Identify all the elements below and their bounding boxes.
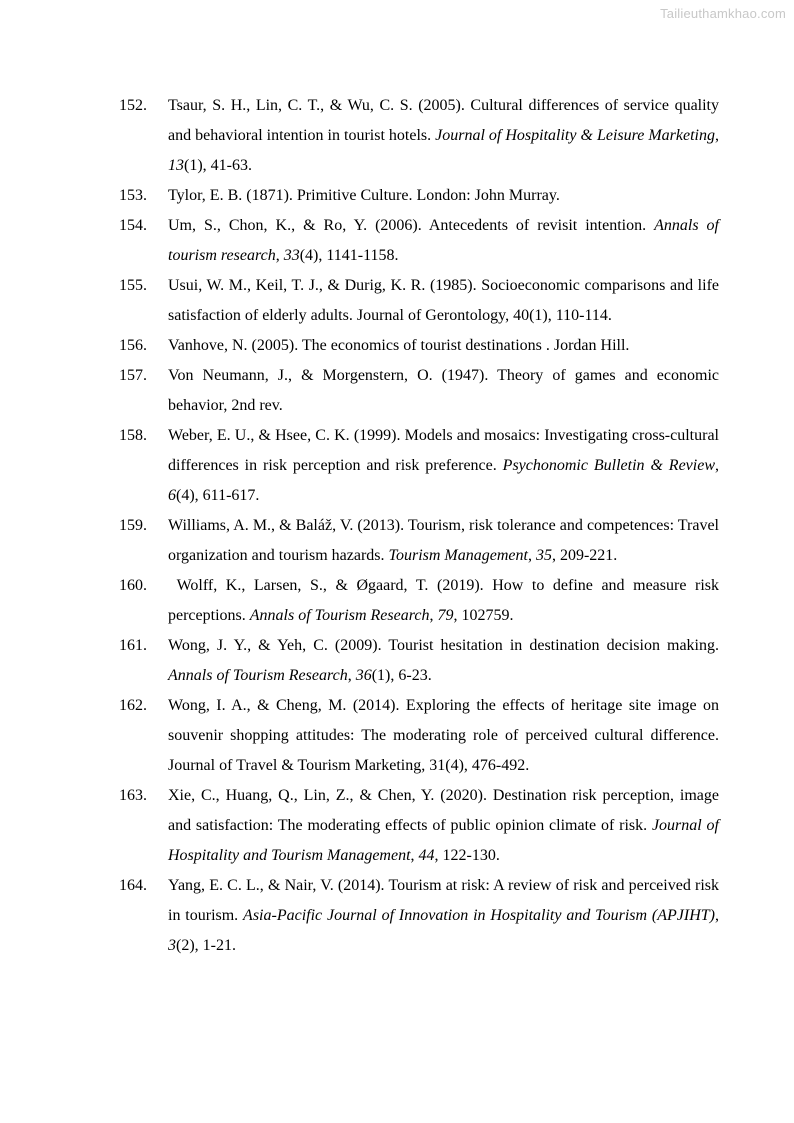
reference-italic-segment: 13 — [168, 157, 184, 174]
reference-segment: (2), 1-21. — [176, 937, 236, 954]
reference-item — [0, 211, 794, 271]
reference-number: 158. — [119, 427, 147, 444]
reference-segment: Tsaur, S. H., Lin, C. T., & Wu, C. S. (2005). Cultural differences of service quality and behavioral intention in tourist hotels. — [168, 97, 719, 144]
reference-item — [0, 331, 794, 361]
reference-segment: , — [715, 457, 719, 474]
reference-segment: , — [347, 667, 356, 684]
reference-number: 161. — [119, 637, 147, 654]
reference-item — [0, 691, 794, 781]
reference-list — [0, 91, 794, 961]
reference-segment: Tylor, E. B. (1871). Primitive Culture. London: John Murray. — [168, 187, 560, 204]
reference-segment: Williams, A. M., & Baláž, V. (2013). Tourism, risk tolerance and competences: Travel organization and tourism hazards. — [168, 517, 719, 564]
reference-segment: Weber, E. U., & Hsee, C. K. (1999). Models and mosaics: Investigating cross-cultural differences in risk perception and risk preference. — [168, 427, 719, 474]
reference-segment: (1), 6-23. — [371, 667, 432, 684]
reference-number: 164. — [119, 877, 147, 894]
reference-text — [168, 511, 719, 571]
reference-text — [168, 331, 719, 361]
reference-text — [168, 781, 719, 871]
reference-italic-segment: Annals of Tourism Research — [168, 667, 348, 684]
reference-item — [0, 181, 794, 211]
reference-number: 156. — [119, 337, 147, 354]
reference-number: 162. — [119, 697, 147, 714]
reference-text — [168, 871, 719, 961]
reference-segment: Von Neumann, J., & Morgenstern, O. (1947). Theory of games and economic behavior, 2nd rev. — [168, 367, 719, 414]
reference-segment: , — [715, 907, 719, 924]
reference-text — [168, 361, 719, 421]
watermark: Tailieuthamkhao.com — [660, 6, 786, 21]
reference-segment: , 209-221. — [551, 547, 618, 564]
reference-segment: (4), 1141-1158. — [299, 247, 399, 264]
reference-number: 157. — [119, 367, 147, 384]
reference-number: 152. — [119, 97, 147, 114]
reference-segment: Xie, C., Huang, Q., Lin, Z., & Chen, Y. (2020). Destination risk perception, image and satisfaction: The moderating effects of public opinion climate of risk. — [168, 787, 719, 834]
reference-italic-segment: 79 — [437, 607, 454, 624]
reference-text — [168, 691, 719, 781]
reference-segment: Vanhove, N. (2005). The economics of tourist destinations . Jordan Hill. — [168, 337, 630, 354]
reference-number: 159. — [119, 517, 147, 534]
reference-segment: , 102759. — [453, 607, 514, 624]
reference-segment: Usui, W. M., Keil, T. J., & Durig, K. R. (1985). Socioeconomic comparisons and life satisfaction of elderly adults. Journal of Gerontology, 40(1), 110-114. — [168, 277, 719, 324]
reference-item — [0, 421, 794, 511]
reference-italic-segment: 44 — [418, 847, 435, 864]
reference-italic-segment: 6 — [168, 487, 176, 504]
reference-item — [0, 511, 794, 571]
reference-number: 154. — [119, 217, 147, 234]
reference-segment: , — [410, 847, 419, 864]
reference-italic-segment: Asia-Pacific Journal of Innovation in Hospitality and Tourism (APJIHT) — [243, 907, 715, 924]
reference-segment: , — [275, 247, 284, 264]
reference-text — [168, 271, 719, 331]
reference-text — [168, 181, 719, 211]
reference-text — [168, 211, 719, 271]
reference-item — [0, 571, 794, 631]
reference-italic-segment: Annals of Tourism Research — [249, 607, 430, 624]
reference-italic-segment: 33 — [283, 247, 300, 264]
reference-text — [168, 571, 719, 631]
reference-item — [0, 631, 794, 691]
reference-number: 155. — [119, 277, 147, 294]
reference-segment: Yang, E. C. L., & Nair, V. (2014). Tourism at risk: A review of risk and perceived risk in tourism. — [168, 877, 719, 924]
reference-segment: Um, S., Chon, K., & Ro, Y. (2006). Antecedents of revisit intention. — [168, 217, 655, 234]
reference-segment: , — [527, 547, 536, 564]
reference-italic-segment: Annals of tourism research — [168, 217, 719, 264]
reference-item — [0, 91, 794, 181]
reference-segment: Wolff, K., Larsen, S., & Øgaard, T. (2019). How to define and measure risk perceptions. — [168, 577, 719, 624]
reference-segment: (4), 611-617. — [176, 487, 260, 504]
reference-italic-segment: Journal of Hospitality and Tourism Management — [168, 817, 719, 864]
reference-text — [168, 421, 719, 511]
reference-italic-segment: Tourism Management — [388, 547, 528, 564]
reference-segment: Wong, J. Y., & Yeh, C. (2009). Tourist hesitation in destination decision making. — [168, 637, 719, 654]
reference-item — [0, 871, 794, 961]
reference-italic-segment: 3 — [168, 937, 176, 954]
reference-italic-segment: 35 — [535, 547, 552, 564]
reference-number: 163. — [119, 787, 147, 804]
reference-segment: Wong, I. A., & Cheng, M. (2014). Exploring the effects of heritage site image on souvenir shopping attitudes: The moderating role of perceived cultural difference. Journal of Travel & Tourism Marketing, 31(4), 476-492. — [168, 697, 719, 774]
reference-number: 153. — [119, 187, 147, 204]
reference-item — [0, 781, 794, 871]
reference-italic-segment: Journal of Hospitality & Leisure Marketing — [435, 127, 716, 144]
reference-segment: , 122-130. — [434, 847, 500, 864]
reference-segment: , — [715, 127, 720, 144]
reference-segment: (1), 41-63. — [184, 157, 252, 174]
reference-italic-segment: 36 — [355, 667, 372, 684]
reference-text — [168, 91, 719, 181]
reference-segment: , — [429, 607, 438, 624]
reference-italic-segment: Psychonomic Bulletin & Review — [502, 457, 715, 474]
reference-item — [0, 271, 794, 331]
reference-number: 160. — [119, 577, 147, 594]
reference-text — [168, 631, 719, 691]
reference-item — [0, 361, 794, 421]
